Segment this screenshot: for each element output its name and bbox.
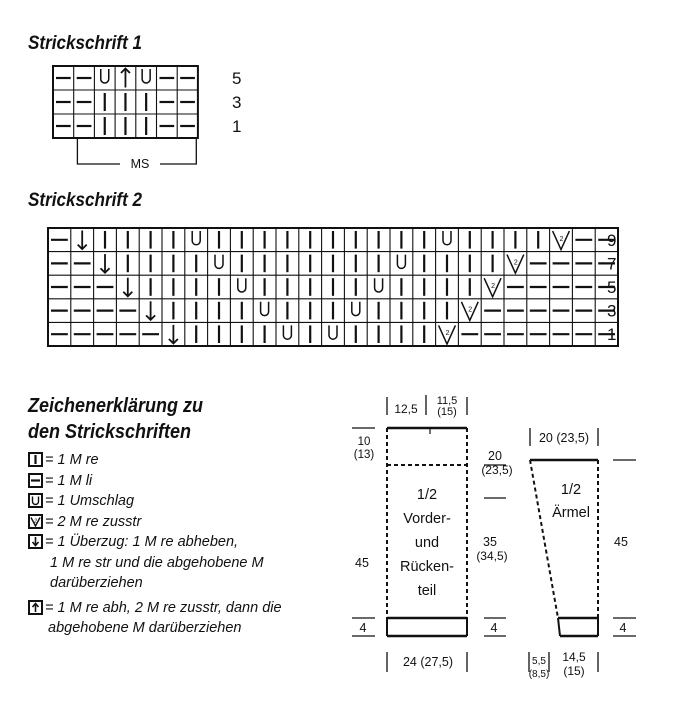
svg-text:2: 2 [468,306,473,314]
legend-text: = 2 M re zusstr [45,513,142,530]
chart2-title: Strickschrift 2 [28,190,143,211]
legend-text: = 1 Umschlag [45,493,135,509]
row-number: 7 [607,254,617,274]
row-number: 5 [607,278,617,297]
chart1-title: Strickschrift 1 [28,33,143,54]
body-label-5: teil [417,583,437,599]
dim-sleeve-hem: 4 [619,621,627,635]
legend-title-line2: den Strickschriften [28,421,192,443]
row-number: 9 [607,230,617,250]
row-number: 1 [607,325,617,345]
legend-text: = 1 M re abh, 2 M re zusstr, dann die [45,599,282,616]
dim-body-top-right-a: 11,5 [436,395,458,407]
legend-text: = 1 Überzug: 1 M re abheben, [45,534,239,550]
row-number: 3 [607,301,617,321]
dim-sleeve-height: 45 [614,535,628,549]
repeat-label: MS [130,157,150,171]
dim-sleeve-bottom-a: 14,5 [562,650,586,664]
body-piece [387,428,467,636]
dim-body-left-a: 10 [357,436,371,448]
dim-sleeve-top: 20 (23,5) [538,431,590,445]
legend-text: abgehobene M darüberziehen [48,620,242,636]
legend-text: 1 M re str und die abgehobene M [50,554,264,571]
row-number: 5 [232,69,242,88]
legend-title-line1: Zeichenerklärung zu [28,395,204,417]
dim-sleeve-bottom-small-a: 5,5 [532,656,546,667]
dim-body-height: 45 [355,556,369,570]
body-label-3: und [414,535,440,551]
sleeve-label-1: 1/2 [560,482,582,498]
legend-text: darüberziehen [50,575,143,591]
legend-text: = 1 M re [45,452,99,468]
svg-text:2: 2 [513,259,518,267]
dim-body-top-left: 12,5 [394,402,418,416]
dim-body-top-right-b: (15) [437,406,457,418]
svg-text:2: 2 [491,283,496,290]
body-label-4: Rücken- [400,559,454,575]
svg-text:2: 2 [559,235,564,243]
dim-body-hem-left: 4 [359,621,367,635]
row-number: 3 [232,93,242,112]
svg-text:2: 2 [445,330,450,338]
dim-body-left-b: (13) [353,449,375,461]
dim-body-right-a: 20 [488,449,502,463]
dim-body-right-d: (34,5) [476,549,508,563]
svg-text:2: 2 [34,518,38,524]
body-label-2: Vorder- [403,511,451,527]
dim-body-hem-right: 4 [490,621,498,635]
dim-sleeve-bottom-b: (15) [563,664,585,678]
body-label-1: 1/2 [416,487,438,503]
sleeve-label-2: Ärmel [552,505,590,521]
dim-body-bottom: 24 (27,5) [402,655,454,669]
dim-body-right-c: 35 [483,535,497,549]
dim-sleeve-bottom-small-b: (8,5) [528,669,550,680]
legend-text: = 1 M li [45,472,93,489]
row-number: 1 [232,117,242,136]
dim-body-right-b: (23,5) [481,463,513,477]
